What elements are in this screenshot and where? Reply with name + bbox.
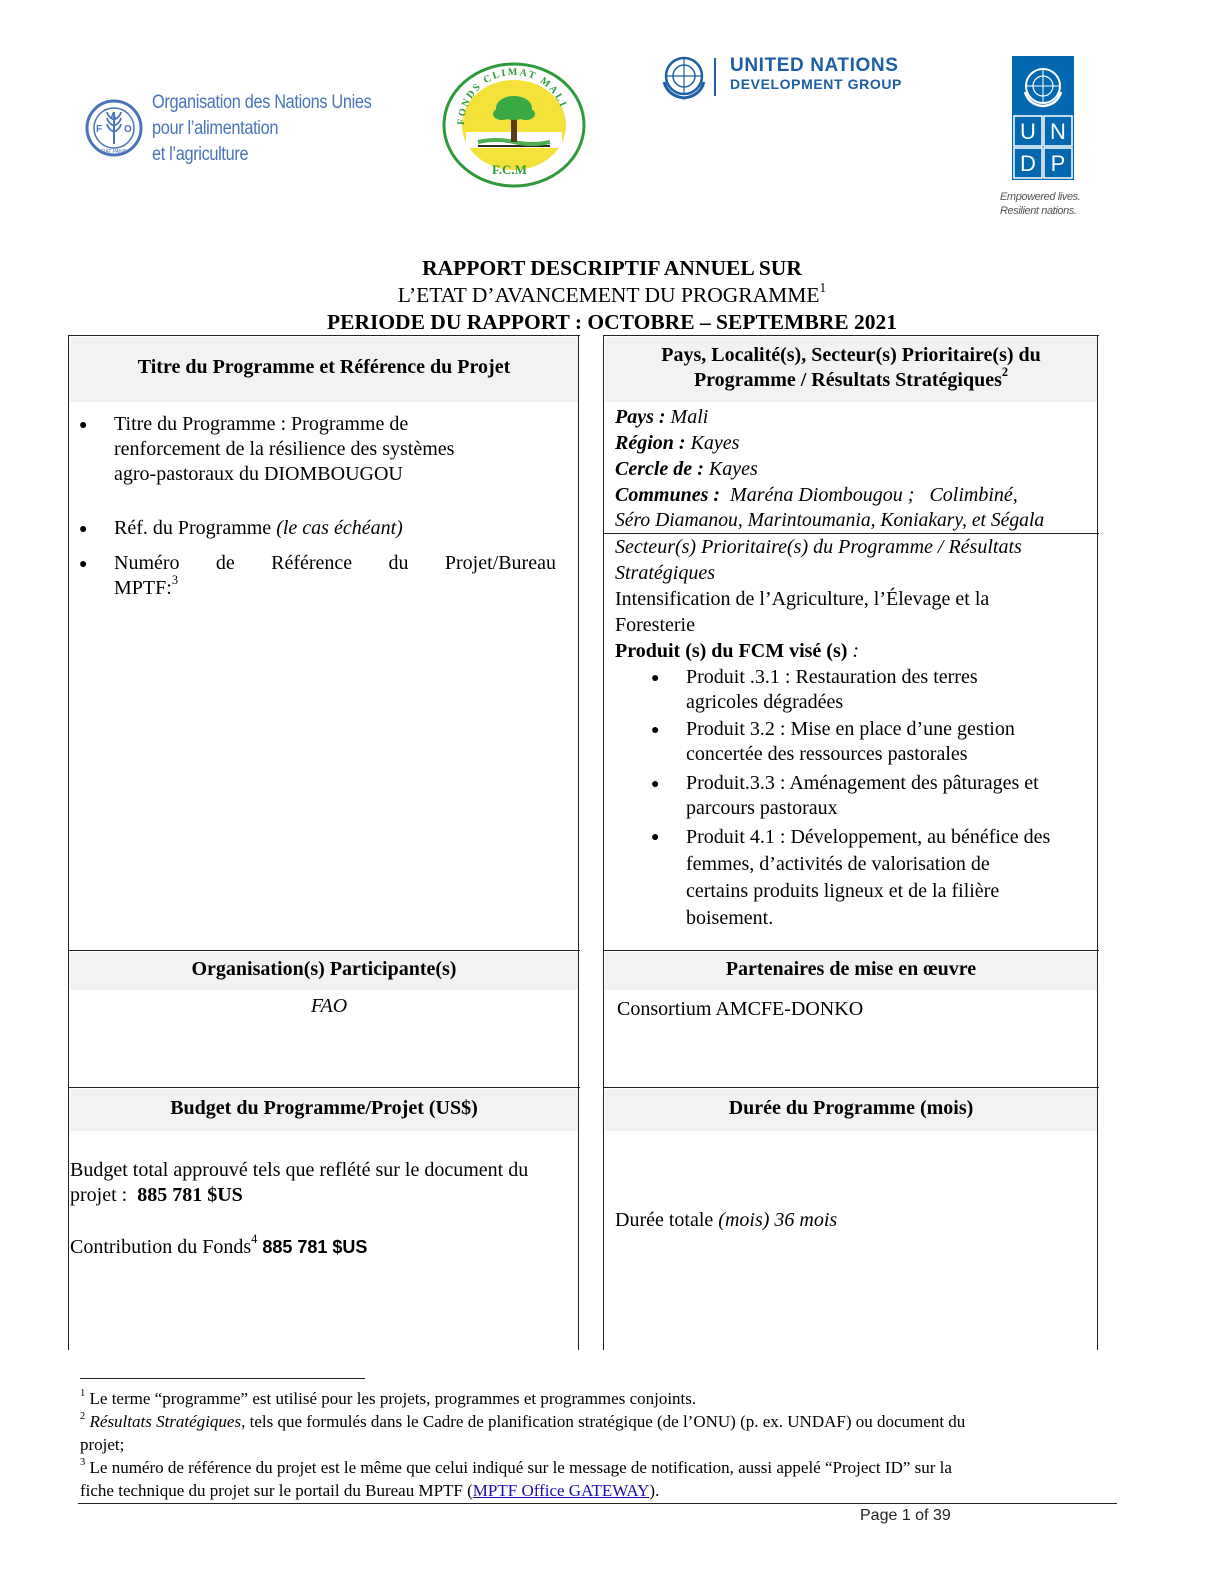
product-line: Produit 3.2 : Mise en place d’une gestion — [686, 718, 1015, 740]
product-item — [686, 771, 1096, 821]
fund-contribution-label: Contribution du Fonds — [70, 1236, 252, 1258]
duration-months: 36 mois — [769, 1209, 838, 1231]
product-line: boisement. — [686, 907, 774, 929]
country-sector-header-text — [605, 343, 1097, 393]
programme-title-item — [114, 412, 564, 487]
un-emblem-icon — [658, 52, 720, 104]
programme-title-header — [70, 337, 578, 402]
product-line: agricoles dégradées — [686, 691, 844, 713]
products-label — [615, 638, 1095, 664]
bullet-icon: ● — [651, 671, 660, 686]
participating-org-value: FAO — [310, 995, 348, 1017]
duration-header-text: Durée du Programme (mois) — [728, 1097, 974, 1119]
budget-header — [70, 1089, 578, 1131]
project-ref-mptf: MPTF: — [114, 577, 172, 599]
product-item — [686, 717, 1096, 767]
footnote-separator — [80, 1378, 365, 1379]
country-sector-header-line2-text: Programme / Résultats Stratégiques — [693, 369, 1002, 391]
divider — [68, 1087, 580, 1088]
sector-title-line: Stratégiques — [615, 562, 715, 584]
undg-line2: DEVELOPMENT GROUP — [730, 76, 902, 92]
divider — [603, 335, 1099, 336]
products-label-colon: : — [852, 640, 860, 662]
footnote-ref: 4 — [251, 1232, 258, 1247]
footnote-2-text: , tels que formulés dans le Cadre de planification stratégique (de l’ONU) (p. ex. UNDAF) ou document du — [241, 1412, 966, 1431]
footnote-2-line1 — [80, 1410, 1120, 1433]
participating-orgs-header-text: Organisation(s) Participante(s) — [191, 958, 457, 980]
country-sector-header-line1: Pays, Localité(s), Secteur(s) Prioritaire(s) du — [661, 344, 1041, 366]
footnote-ref: 3 — [171, 573, 179, 588]
budget-total-line1: Budget total approuvé tels que reflété sur le document du — [70, 1159, 529, 1181]
programme-ref-label: Réf. du Programme — [114, 517, 277, 539]
svg-text:A: A — [110, 111, 117, 121]
report-title-line2-text: L’ETAT D’AVANCEMENT DU PROGRAMME — [397, 283, 820, 307]
duration-value — [615, 1208, 1085, 1233]
communes-row-2: Séro Diamanou, Marintoumania, Koniakary, et Ségala — [615, 510, 1045, 531]
pays-label: Pays : — [615, 406, 666, 428]
divider — [68, 950, 580, 951]
footnote-ref: 1 — [819, 279, 827, 295]
fcm-bottom-text: F.C.M — [492, 162, 527, 177]
region-label: Région : — [615, 432, 686, 454]
fao-motto: FIAT PANIS — [101, 149, 128, 155]
fao-logo — [84, 86, 384, 172]
programme-title-line: Titre du Programme : Programme de — [114, 413, 409, 435]
footnote-number: 1 — [80, 1387, 86, 1399]
project-ref-item — [114, 551, 556, 601]
fcm-logo — [442, 62, 586, 188]
footnote-2-italic: Résultats Stratégiques — [85, 1412, 242, 1431]
fcm-tree-icon — [442, 62, 586, 188]
undp-emblem-icon — [1012, 56, 1074, 180]
bullet-icon: ● — [651, 777, 660, 792]
undg-line1: UNITED NATIONS — [730, 55, 899, 76]
divider — [603, 1087, 1099, 1088]
bullet-icon: ● — [651, 830, 660, 845]
partners-header-text: Partenaires de mise en œuvre — [725, 958, 977, 980]
budget-total — [70, 1158, 575, 1208]
communes-label: Communes : — [615, 484, 721, 506]
footnote-3-post: ). — [649, 1481, 660, 1500]
product-line: certains produits ligneux et de la filière — [686, 880, 1000, 902]
communes-value: Maréna Diombougou ; Colimbiné, — [720, 484, 1018, 506]
project-ref-line1 — [114, 551, 556, 576]
report-period: PERIODE DU RAPPORT : OCTOBRE – SEPTEMBRE 2021 — [326, 310, 898, 334]
sector-block — [615, 534, 1095, 664]
fao-name-line: et l’agriculture — [152, 144, 249, 165]
budget-header-text: Budget du Programme/Projet (US$) — [170, 1097, 478, 1119]
svg-text:F: F — [96, 124, 103, 135]
divider — [68, 335, 580, 336]
project-ref-word: du — [388, 552, 409, 574]
fund-contribution — [70, 1232, 575, 1260]
fao-name — [152, 90, 371, 168]
bullet-icon: ● — [79, 418, 88, 433]
footnote-1 — [80, 1387, 1120, 1410]
undp-letter: N — [1050, 119, 1066, 144]
product-line: parcours pastoraux — [686, 797, 838, 819]
programme-title-line: renforcement de la résilience des systèmes — [114, 438, 455, 460]
pays-row — [615, 404, 1095, 430]
undg-name — [730, 56, 902, 92]
undp-tagline — [1000, 190, 1100, 218]
footnote-2-line2: projet; — [80, 1435, 125, 1454]
divider — [603, 950, 1099, 951]
cercle-row — [615, 456, 1095, 482]
product-line: concertée des ressources pastorales — [686, 743, 968, 765]
cercle-value: Kayes — [703, 458, 758, 480]
participating-orgs-header — [70, 952, 578, 990]
footnote-3-text: Le numéro de référence du projet est le même que celui indiqué sur le message de notification, aussi appelé “Project ID” sur la — [85, 1458, 952, 1477]
undp-letter: U — [1020, 119, 1036, 144]
fao-emblem-icon — [84, 86, 144, 172]
products-label-text: Produit (s) du FCM visé (s) — [615, 640, 853, 662]
programme-ref-item — [114, 516, 564, 541]
undp-tagline-line: Empowered lives. — [1000, 191, 1081, 203]
partners-value: Consortium AMCFE-DONKO — [617, 998, 864, 1020]
svg-text:O: O — [124, 124, 132, 135]
product-line: femmes, d’activités de valorisation de — [686, 853, 990, 875]
budget-total-value: 885 781 $US — [137, 1184, 243, 1206]
project-ref-line2 — [114, 573, 556, 601]
product-line: Produit.3.3 : Aménagement des pâturages et — [686, 772, 1039, 794]
product-line: Produit .3.1 : Restauration des terres — [686, 666, 978, 688]
communes-row — [615, 482, 1095, 508]
fund-contribution-value: 885 781 $US — [257, 1237, 368, 1257]
programme-ref-note: (le cas échéant) — [276, 517, 403, 539]
product-item — [686, 665, 1096, 715]
location-block — [615, 404, 1095, 534]
region-row — [615, 430, 1095, 456]
programme-title-line: agro-pastoraux du DIOMBOUGOU — [114, 463, 403, 485]
fao-name-line: Organisation des Nations Unies — [152, 92, 372, 113]
page-number: Page 1 of 39 — [860, 1507, 951, 1524]
pays-value: Mali — [665, 406, 709, 428]
undp-letter: P — [1050, 151, 1066, 176]
bullet-icon: ● — [651, 723, 660, 738]
budget-total-label: projet : — [70, 1184, 138, 1206]
programme-title-header-text: Titre du Programme et Référence du Projet — [137, 356, 511, 378]
footnote-number: 3 — [80, 1456, 86, 1468]
product-line: Produit 4.1 : Développement, au bénéfice des — [686, 826, 1051, 848]
footnote-3-pre: fiche technique du projet sur le portail du Bureau MPTF ( — [80, 1481, 473, 1500]
duration-label: Durée totale — [615, 1209, 719, 1231]
footnote-3-line2 — [80, 1479, 1120, 1502]
cercle-label: Cercle de : — [615, 458, 704, 480]
bullet-icon: ● — [79, 557, 88, 572]
footnote-1-text: Le terme “programme” est utilisé pour les projets, programmes et programmes conjoints. — [85, 1389, 697, 1408]
project-ref-word: Référence — [271, 552, 353, 574]
bullet-icon: ● — [79, 522, 88, 537]
country-sector-header-line2 — [605, 365, 1097, 393]
footnote-3 — [80, 1456, 1120, 1502]
fao-name-line: pour l’alimentation — [152, 118, 279, 139]
partners-header — [605, 952, 1097, 990]
duration-header — [605, 1089, 1097, 1131]
product-item — [686, 824, 1096, 932]
sector-title-line: Secteur(s) Prioritaire(s) du Programme / Résultats — [615, 536, 1022, 558]
page-footer-line — [78, 1503, 1117, 1504]
mptf-gateway-link[interactable]: MPTF Office GATEWAY — [472, 1481, 650, 1500]
undg-logo — [658, 52, 928, 104]
project-ref-word: Numéro — [114, 552, 180, 574]
footnote-3-line1 — [80, 1456, 1120, 1479]
footnote-ref: 2 — [1001, 365, 1009, 380]
country-sector-header — [605, 337, 1097, 402]
sector-value-line: Foresterie — [615, 614, 695, 636]
undp-letter: D — [1020, 151, 1036, 176]
project-ref-word: de — [215, 552, 235, 574]
report-title-line1: RAPPORT DESCRIPTIF ANNUEL SUR — [422, 256, 802, 280]
budget-total-line2 — [70, 1183, 575, 1208]
fcm-ring-text: FONDS CLIMAT MALI — [455, 66, 569, 126]
footnote-number: 2 — [80, 1410, 86, 1422]
undp-logo — [1012, 56, 1074, 180]
report-title-line2 — [0, 279, 1224, 308]
project-ref-word: Projet/Bureau — [444, 552, 556, 574]
undp-tagline-line: Resilient nations. — [1000, 205, 1077, 217]
footnote-2 — [80, 1410, 1120, 1456]
sector-value-line: Intensification de l’Agriculture, l’Élevage et la — [615, 588, 990, 610]
region-value: Kayes — [685, 432, 740, 454]
duration-unit: (mois) — [718, 1209, 770, 1231]
